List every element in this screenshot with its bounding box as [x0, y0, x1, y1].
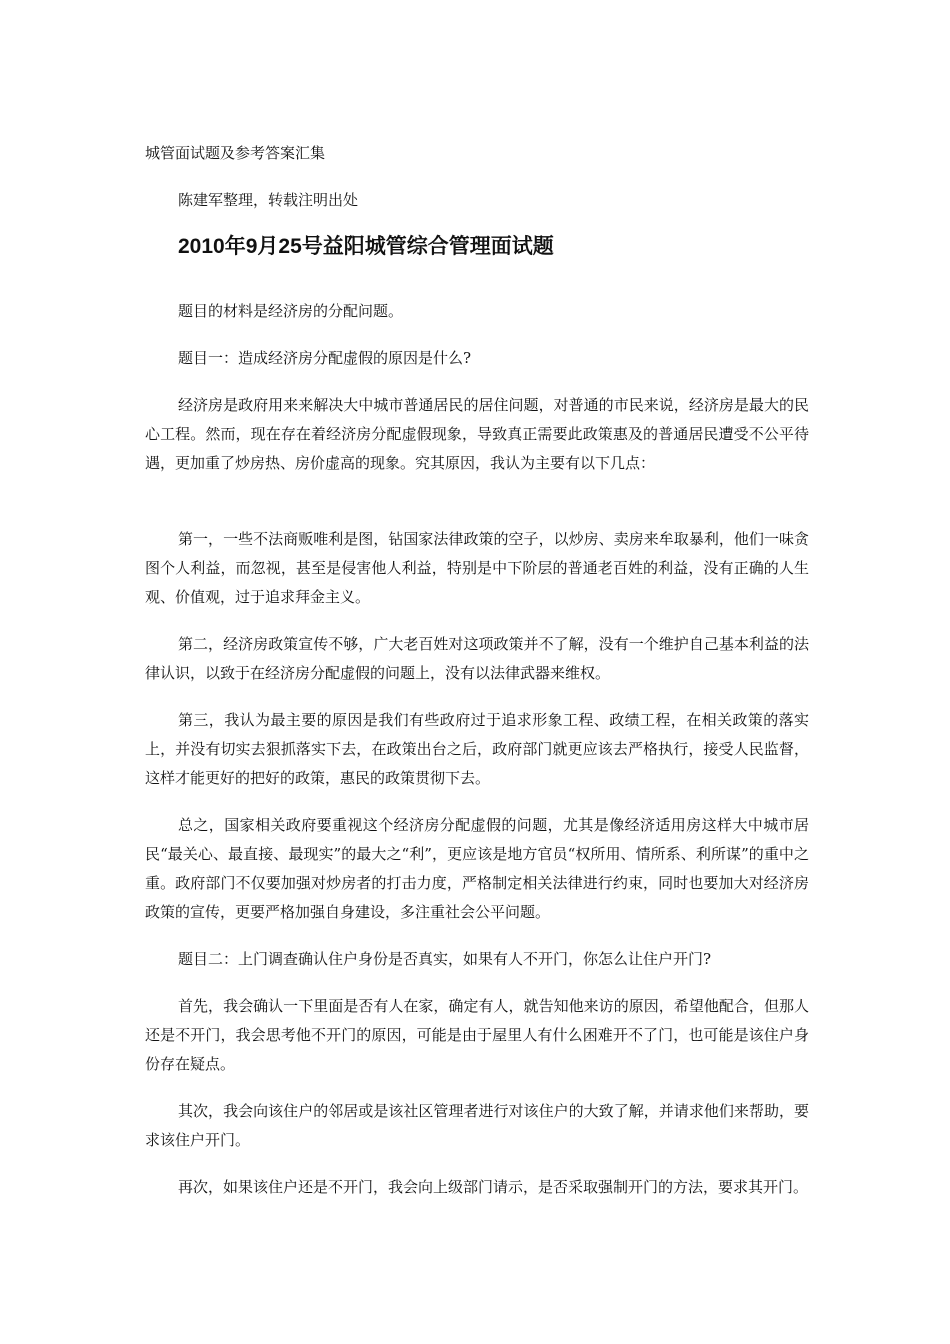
answer-two-second: 其次，我会向该住户的邻居或是该社区管理者进行对该住户的大致了解，并请求他们来帮助，要求该住户开门。 — [145, 1102, 809, 1149]
answer-point-one: 第一，一些不法商贩唯利是图，钻国家法律政策的空子，以炒房、卖房来牟取暴利，他们一味贪图个人利益，而忽视，甚至是侵害他人利益，特别是中下阶层的普通老百姓的利益，没有正确的人生观、价值观，过于追求拜金主义。 — [145, 530, 809, 606]
document-title-line: 城管面试题及参考答案汇集 — [145, 144, 326, 162]
heading-month-char: 月 — [257, 233, 279, 258]
author-line: 陈建军整理，转载注明出处 — [178, 191, 359, 209]
question-two: 题目二：上门调查确认住户身份是否真实，如果有人不开门，你怎么让住户开门? — [178, 950, 712, 968]
paragraph-material: 题目的材料是经济房的分配问题。 — [178, 302, 404, 320]
answer-point-three: 第三，我认为最主要的原因是我们有些政府过于追求形象工程、政绩工程，在相关政策的落实上，并没有切实去狠抓落实下去，在政策出台之后，政府部门就更应该去严格执行，接受人民监督，这样才能更好的把好的政策，惠民的政策贯彻下去。 — [145, 711, 809, 787]
heading-rest: 号益阳城管综合管理面试题 — [301, 233, 554, 258]
heading-year-char: 年 — [224, 233, 246, 258]
heading-year: 2010 — [178, 235, 225, 258]
section-heading — [178, 230, 554, 260]
answer-two-first: 首先，我会确认一下里面是否有人在家，确定有人，就告知他来访的原因，希望他配合，但那人还是不开门，我会思考他不开门的原因，可能是由于屋里人有什么困难开不了门，也可能是该住户身份存在疑点。 — [145, 997, 809, 1073]
heading-month: 9 — [245, 235, 258, 258]
answer-summary: 总之，国家相关政府要重视这个经济房分配虚假的问题，尤其是像经济适用房这样大中城市居民“最关心、最直接、最现实”的最大之“利”，更应该是地方官员“权所用、情所系、利所谋”的重中之重。政府部门不仅要加强对炒房者的打击力度，严格制定相关法律进行约束，同时也要加大对经济房政策的宣传，更要严格加强自身建设，多注重社会公平问题。 — [145, 816, 809, 921]
answer-intro-paragraph: 经济房是政府用来来解决大中城市普通居民的居住问题，对普通的市民来说，经济房是最大的民心工程。然而，现在存在着经济房分配虚假现象，导致真正需要此政策惠及的普通居民遭受不公平待遇，更加重了炒房热、房价虚高的现象。究其原因，我认为主要有以下几点： — [145, 396, 809, 472]
heading-day: 25 — [278, 235, 302, 258]
answer-point-two: 第二，经济房政策宣传不够，广大老百姓对这项政策并不了解，没有一个维护自己基本利益的法律认识，以致于在经济房分配虚假的问题上，没有以法律武器来维权。 — [145, 635, 809, 682]
document-page — [145, 0, 810, 1344]
answer-two-third: 再次，如果该住户还是不开门，我会向上级部门请示，是否采取强制开门的方法，要求其开门。 — [178, 1178, 809, 1196]
question-one: 题目一：造成经济房分配虚假的原因是什么? — [178, 349, 472, 367]
